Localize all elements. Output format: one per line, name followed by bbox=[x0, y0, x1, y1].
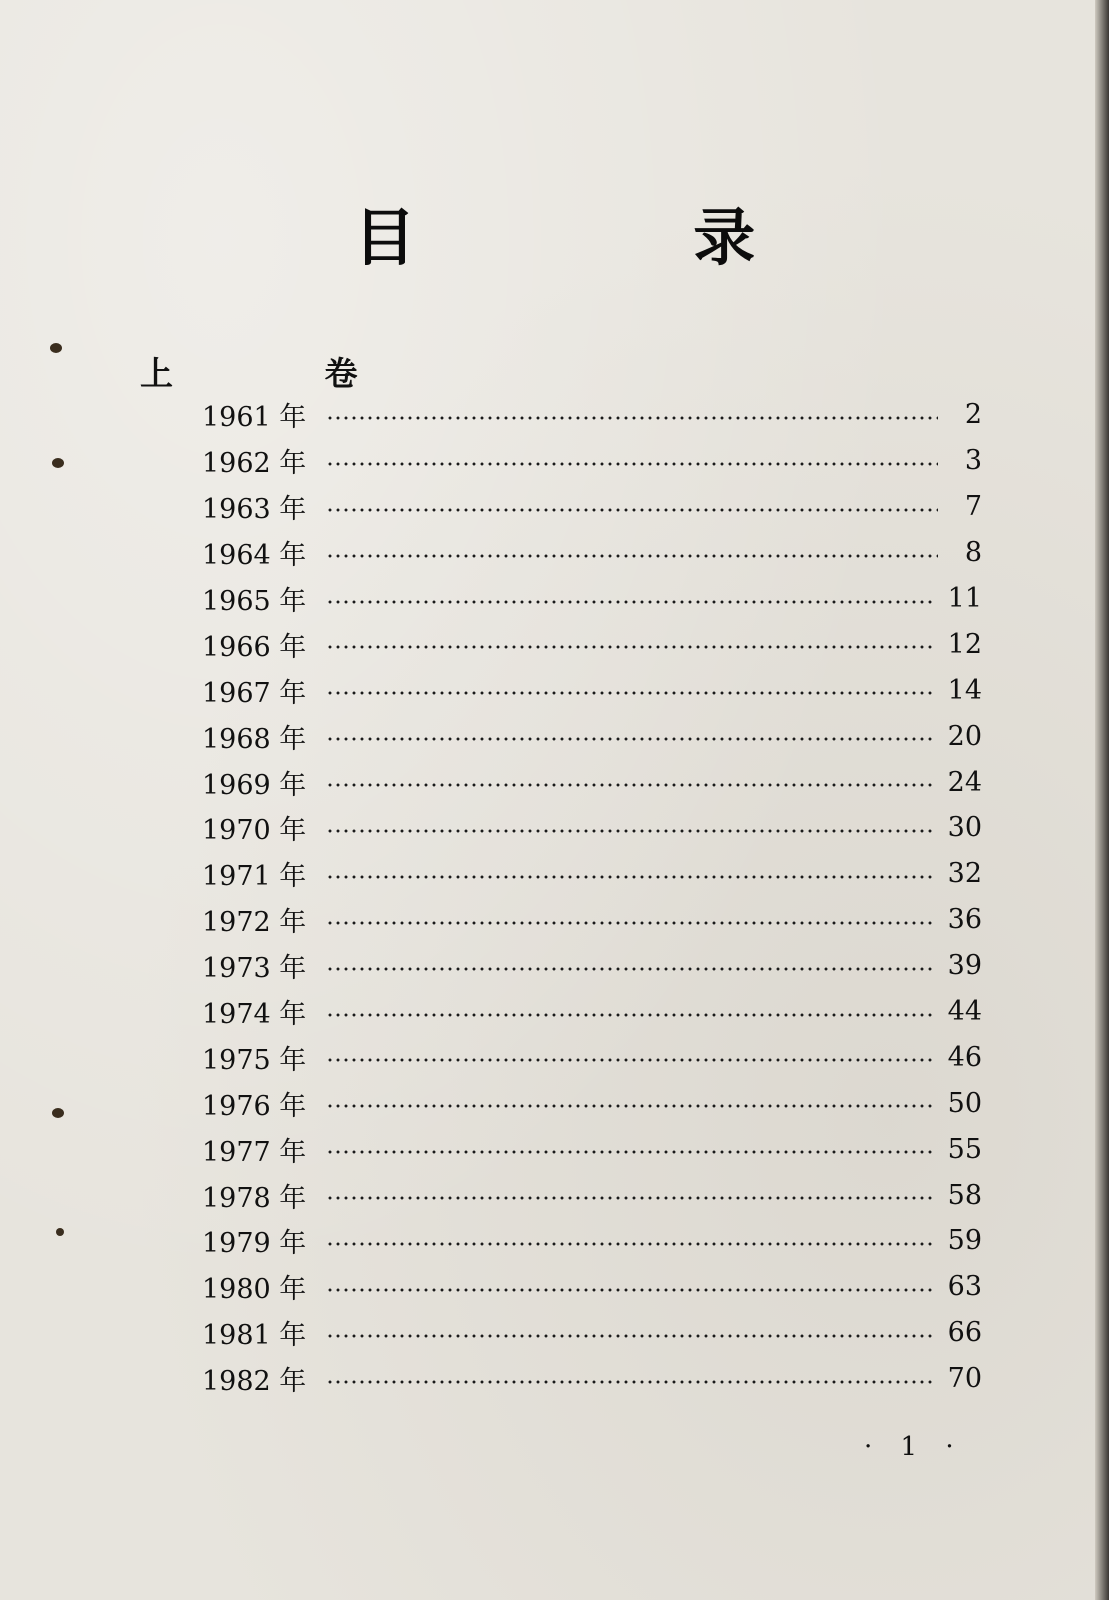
dot-leader bbox=[326, 829, 934, 833]
toc-entry-year: 1963 年 bbox=[202, 494, 307, 526]
toc-entry-year: 1979 年 bbox=[202, 1228, 307, 1260]
binding-hole-mark bbox=[56, 1228, 64, 1236]
dot-leader bbox=[326, 1288, 934, 1292]
toc-entry-page: 63 bbox=[947, 1271, 982, 1303]
dot-leader bbox=[326, 416, 938, 420]
toc-entry[interactable] bbox=[202, 1034, 982, 1080]
toc-entry-year: 1976 年 bbox=[202, 1090, 307, 1122]
toc-entry-year: 1981 年 bbox=[202, 1320, 307, 1352]
table-of-contents bbox=[202, 392, 982, 1402]
toc-entry-year: 1966 年 bbox=[202, 631, 307, 663]
toc-entry[interactable] bbox=[202, 1310, 982, 1356]
toc-entry[interactable] bbox=[202, 1356, 982, 1402]
toc-entry-year: 1962 年 bbox=[202, 448, 307, 480]
toc-entry-page: 32 bbox=[947, 858, 982, 890]
toc-entry[interactable] bbox=[202, 713, 982, 759]
dot-leader bbox=[326, 921, 934, 925]
toc-entry-page: 8 bbox=[964, 537, 982, 569]
binding-hole-mark bbox=[52, 458, 64, 468]
binding-hole-mark bbox=[52, 1108, 64, 1118]
toc-entry[interactable] bbox=[202, 759, 982, 805]
dot-leader bbox=[326, 1013, 934, 1017]
dot-leader bbox=[326, 691, 934, 695]
toc-entry-year: 1980 年 bbox=[202, 1274, 307, 1306]
toc-entry-page: 44 bbox=[947, 996, 982, 1028]
toc-entry-page: 12 bbox=[947, 628, 982, 660]
dot-leader bbox=[326, 1150, 934, 1154]
toc-entry-page: 7 bbox=[964, 491, 982, 523]
toc-entry-page: 3 bbox=[964, 445, 982, 477]
toc-entry-page: 36 bbox=[947, 904, 982, 936]
toc-entry[interactable] bbox=[202, 943, 982, 989]
toc-entry-year: 1974 年 bbox=[202, 999, 307, 1031]
toc-entry[interactable] bbox=[202, 1080, 982, 1126]
page-number: · 1 · bbox=[864, 1432, 964, 1462]
toc-entry-page: 2 bbox=[964, 399, 982, 431]
toc-entry[interactable] bbox=[202, 484, 982, 530]
dot-leader bbox=[326, 462, 938, 466]
toc-entry[interactable] bbox=[202, 438, 982, 484]
toc-entry-year: 1972 年 bbox=[202, 907, 307, 939]
dot-leader bbox=[326, 875, 934, 879]
toc-entry-page: 55 bbox=[947, 1133, 982, 1165]
toc-entry[interactable] bbox=[202, 851, 982, 897]
toc-entry-page: 39 bbox=[947, 950, 982, 982]
dot-leader bbox=[326, 1104, 934, 1108]
toc-entry-page: 20 bbox=[947, 720, 982, 752]
toc-entry-year: 1961 年 bbox=[202, 402, 307, 434]
volume-heading: 上 卷 bbox=[140, 354, 428, 393]
toc-entry-page: 70 bbox=[947, 1363, 982, 1395]
dot-leader bbox=[326, 645, 934, 649]
toc-entry[interactable] bbox=[202, 667, 982, 713]
toc-entry-page: 59 bbox=[947, 1225, 982, 1257]
toc-entry-year: 1982 年 bbox=[202, 1366, 307, 1398]
dot-leader bbox=[326, 1196, 934, 1200]
toc-entry-year: 1964 年 bbox=[202, 540, 307, 572]
dot-leader bbox=[326, 508, 938, 512]
toc-entry[interactable] bbox=[202, 1218, 982, 1264]
toc-entry[interactable] bbox=[202, 989, 982, 1035]
page-title: 目 录 bbox=[353, 201, 884, 274]
dot-leader bbox=[326, 1242, 934, 1246]
toc-entry-page: 14 bbox=[947, 674, 982, 706]
toc-entry-page: 66 bbox=[947, 1317, 982, 1349]
toc-entry-page: 11 bbox=[947, 583, 982, 614]
toc-entry-page: 30 bbox=[947, 812, 982, 844]
toc-entry[interactable] bbox=[202, 897, 982, 943]
dot-leader bbox=[326, 1380, 934, 1384]
toc-entry[interactable] bbox=[202, 1172, 982, 1218]
toc-entry[interactable] bbox=[202, 621, 982, 667]
toc-entry-year: 1971 年 bbox=[202, 861, 307, 893]
toc-entry-page: 50 bbox=[947, 1087, 982, 1119]
toc-entry-year: 1978 年 bbox=[202, 1182, 307, 1214]
toc-entry-year: 1975 年 bbox=[202, 1044, 307, 1076]
toc-entry[interactable] bbox=[202, 392, 982, 438]
toc-entry-year: 1967 年 bbox=[202, 677, 307, 709]
toc-entry[interactable] bbox=[202, 576, 982, 622]
dot-leader bbox=[326, 967, 934, 971]
toc-entry-page: 46 bbox=[947, 1041, 982, 1073]
dot-leader bbox=[326, 600, 934, 604]
dot-leader bbox=[326, 783, 934, 787]
toc-entry[interactable] bbox=[202, 1264, 982, 1310]
toc-entry[interactable] bbox=[202, 805, 982, 851]
toc-entry-page: 58 bbox=[947, 1179, 982, 1211]
toc-entry-year: 1968 年 bbox=[202, 723, 307, 755]
toc-entry-year: 1973 年 bbox=[202, 953, 307, 985]
dot-leader bbox=[326, 554, 938, 558]
toc-entry-year: 1977 年 bbox=[202, 1136, 307, 1168]
toc-entry-year: 1969 年 bbox=[202, 769, 307, 801]
dot-leader bbox=[326, 737, 934, 741]
toc-entry-page: 24 bbox=[947, 766, 982, 798]
toc-entry-year: 1965 年 bbox=[202, 586, 307, 617]
toc-entry[interactable] bbox=[202, 530, 982, 576]
binding-hole-mark bbox=[50, 343, 62, 353]
dot-leader bbox=[326, 1334, 934, 1338]
toc-entry[interactable] bbox=[202, 1126, 982, 1172]
toc-entry-year: 1970 年 bbox=[202, 815, 307, 847]
dot-leader bbox=[326, 1058, 934, 1062]
